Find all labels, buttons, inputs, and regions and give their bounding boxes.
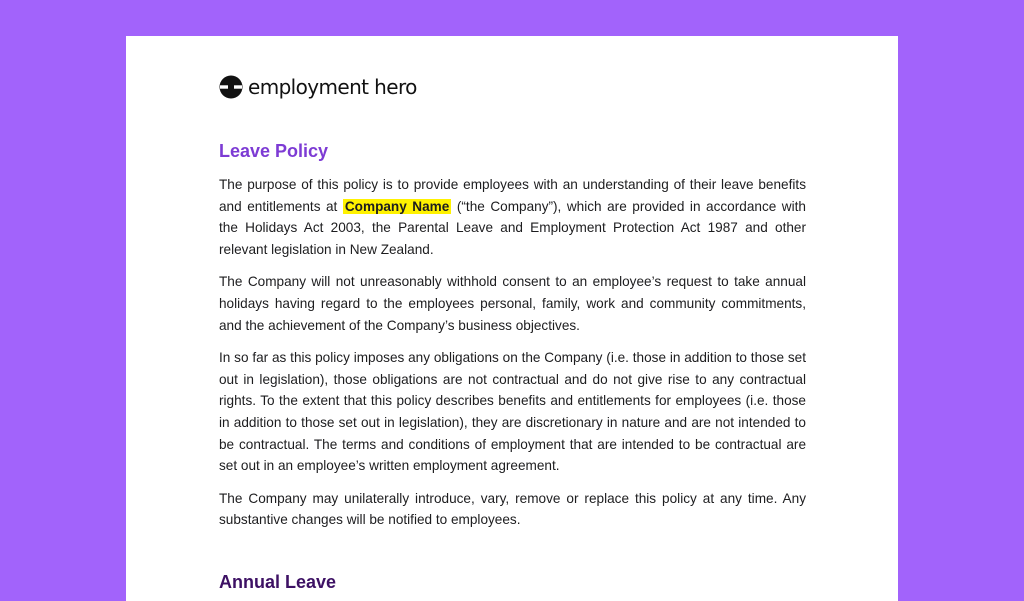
brand-logo bbox=[219, 75, 417, 99]
document-page bbox=[126, 36, 898, 601]
company-name-placeholder: Company Name bbox=[344, 198, 450, 214]
paragraph-purpose-end: (“the Company”), which are provided in accordance with the Holidays Act 2003, the Parental Leave and Employment Protection Act 1987 and other relevant legislation in New Zealand. bbox=[219, 198, 806, 257]
employment-hero-logo-icon bbox=[219, 75, 243, 99]
brand-name: employment hero bbox=[248, 75, 417, 99]
section-heading-annual-leave: Annual Leave bbox=[219, 572, 337, 592]
paragraph-changes: The Company may unilaterally introduce, vary, remove or replace this policy at any time. Any substantive changes will be notified to employees. bbox=[219, 490, 806, 528]
paragraph-purpose bbox=[219, 174, 806, 260]
paragraph-obligations: In so far as this policy imposes any obligations on the Company (i.e. those in addition to those set out in legislation), those obligations are not contractual and do not give rise to any contractual rights. To the extent that this policy describes benefits and entitlements for employees (i.e. those in addition to those set out in legislation), they are discretionary in nature and are not intended to be contractual. The terms and conditions of employment that are intended to be contractual are set out in an employee’s written employment agreement. bbox=[219, 350, 806, 474]
paragraph-purpose-start: The purpose of this policy is to provide employees with an understanding of their leave benefits and entitlements at bbox=[219, 177, 806, 214]
document-title: Leave Policy bbox=[219, 141, 329, 161]
policy-body bbox=[219, 174, 806, 542]
paragraph-consent: The Company will not unreasonably withhold consent to an employee’s request to take annual holidays having regard to the employees personal, family, work and community commitments, and the achievement of the Company’s business objectives. bbox=[219, 274, 806, 333]
